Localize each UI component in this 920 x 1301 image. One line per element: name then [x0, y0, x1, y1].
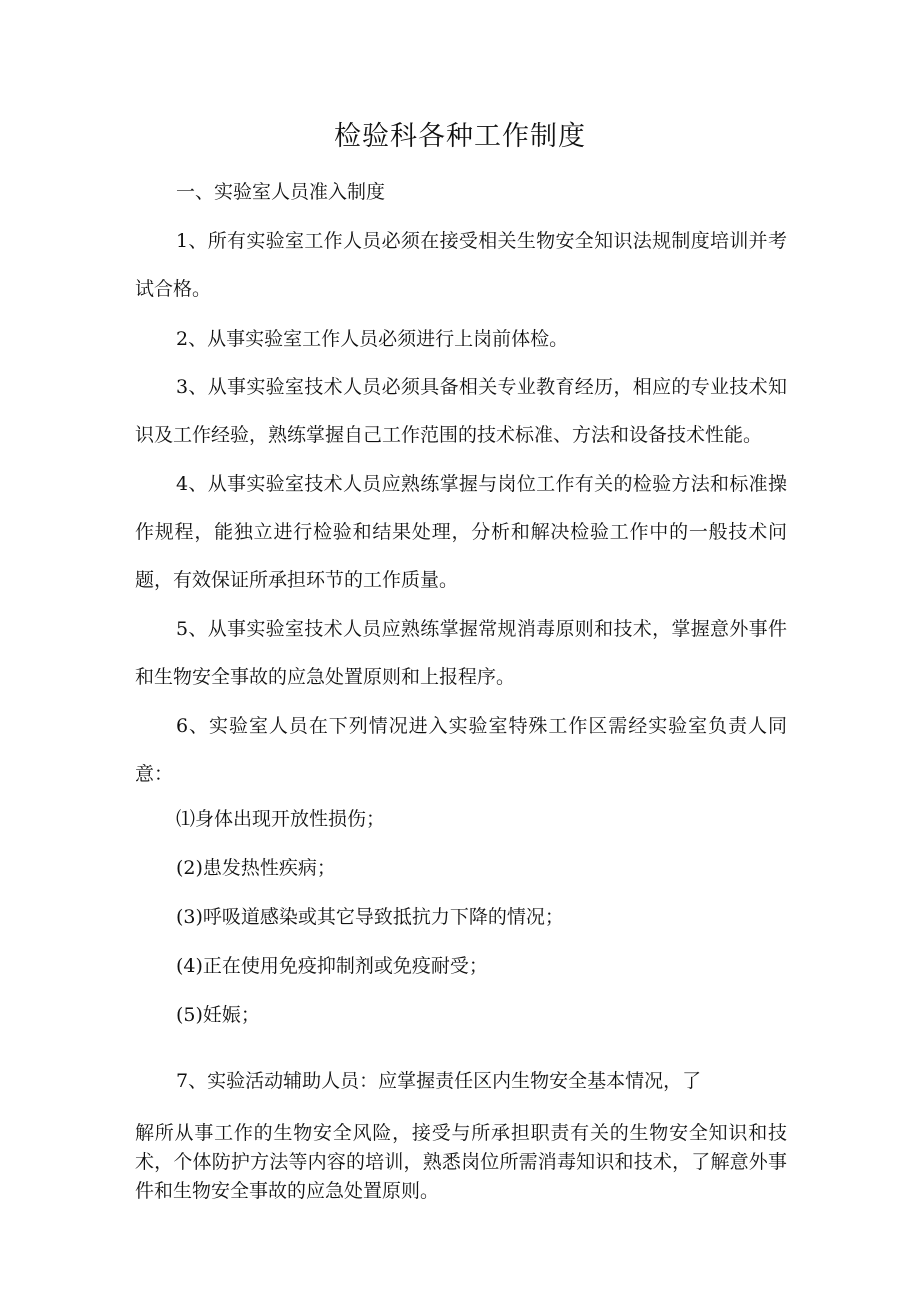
paragraph-item-1: 1、所有实验室工作人员必须在接受相关生物安全知识法规制度培训并考试合格。	[135, 230, 787, 300]
document-title: 检验科各种工作制度	[334, 121, 586, 152]
list-item-6-3: (3)呼吸道感染或其它导致抵抗力下降的情况；	[176, 906, 564, 928]
paragraph-item-4: 4、从事实验室技术人员应熟练掌握与岗位工作有关的检验方法和标准操作规程，能独立进行检验和结果处理，分析和解决检验工作中的一般技术问题，有效保证所承担环节的工作质量。	[135, 473, 787, 591]
list-item-6-2: (2)患发热性疾病；	[176, 857, 336, 879]
list-item-6-1: ⑴身体出现开放性损伤；	[176, 808, 386, 830]
list-item-6-4: (4)正在使用免疫抑制剂或免疫耐受；	[176, 955, 488, 977]
paragraph-item-5: 5、从事实验室技术人员应熟练掌握常规消毒原则和技术，掌握意外事件和生物安全事故的应急处置原则和上报程序。	[135, 618, 787, 688]
paragraph-item-6: 6、实验室人员在下列情况进入实验室特殊工作区需经实验室负责人同意：	[135, 715, 787, 785]
paragraph-item-2: 2、从事实验室工作人员必须进行上岗前体检。	[176, 328, 569, 350]
section-heading: 一、实验室人员准入制度	[176, 181, 386, 203]
paragraph-item-3: 3、从事实验室技术人员必须具备相关专业教育经历，相应的专业技术知识及工作经验，熟练掌握自己工作范围的技术标准、方法和设备技术性能。	[135, 376, 787, 446]
paragraph-item-7-first-line: 7、实验活动辅助人员：应掌握责任区内生物安全基本情况，了	[176, 1070, 702, 1092]
list-item-6-5: (5)妊娠；	[176, 1004, 260, 1026]
paragraph-item-7-continuation: 解所从事工作的生物安全风险，接受与所承担职责有关的生物安全知识和技术，个体防护方法等内容的培训，熟悉岗位所需消毒知识和技术，了解意外事件和生物安全事故的应急处置原则。	[135, 1122, 787, 1202]
